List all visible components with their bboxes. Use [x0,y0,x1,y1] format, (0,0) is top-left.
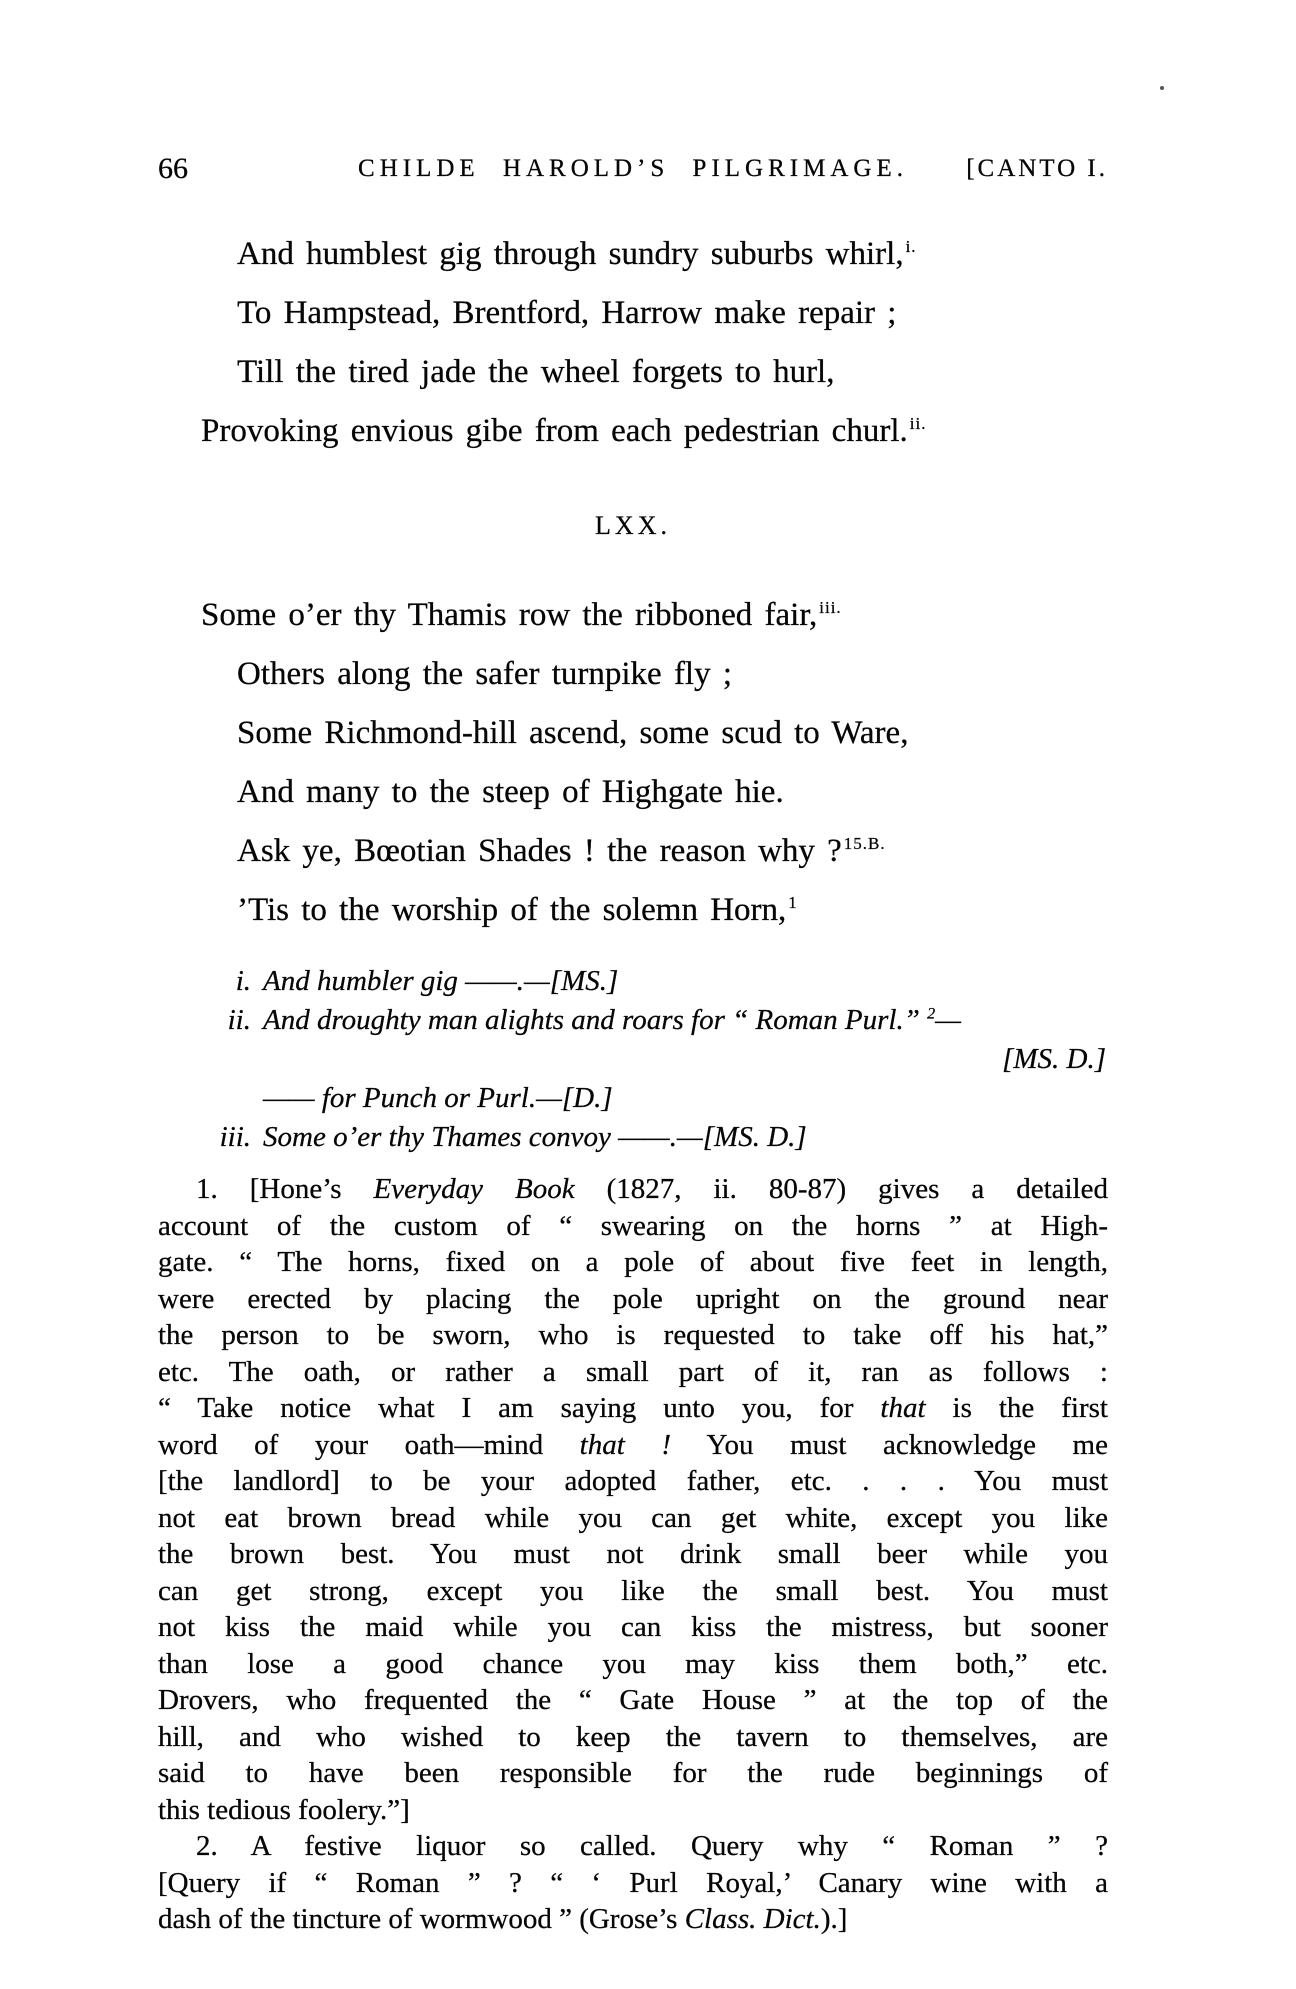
variant-text: Some o’er thy Thames convoy ——.—[MS. D.] [263,1121,807,1153]
footnote-text: “ Take notice what I am saying unto you, for [158,1392,881,1424]
footnote-line [158,1865,1108,1902]
poem-line-text: ’Tis to the worship of the solemn Horn, [237,892,787,928]
footnote-text: said to have been responsible for the rude beginnings of [158,1757,1108,1789]
footnote-text: this tedious foolery.”] [158,1793,410,1826]
footnote-text: were erected by placing the pole upright on the ground near [158,1282,1108,1315]
footnote-marker: 2 [927,1005,936,1023]
poem-line [158,704,1108,763]
footnote-line [158,1427,1108,1464]
italic-text: that [880,1392,926,1424]
footnote-text: Drovers, who frequented the “ Gate House ” at the top of the [158,1684,1108,1716]
poem-line [158,225,1108,284]
footnote-text: not kiss the maid while you can kiss the mistress, but sooner [158,1611,1108,1643]
footnote-line [158,1719,1108,1756]
poem-line [158,645,1108,704]
footnote-text: than lose a good chance you may kiss them both,” etc. [158,1647,1108,1680]
variant-text: And humbler gig ——.—[MS.] [263,965,619,997]
footnote-line [158,1281,1108,1318]
poem-line-text: Ask ye, Bœotian Shades ! the reason why ? [237,833,842,869]
variant-note-ii-alt: —— for Punch or Purl.—[D.] [263,1082,613,1114]
footnote-line [158,1208,1108,1245]
footnote-line [158,1536,1108,1573]
footnote-text: (1827, ii. 80-87) gives a detailed [574,1173,1108,1205]
footnote-text: etc. The oath, or rather a small part of it, ran as follows : [158,1355,1108,1388]
variant-label: ii. [227,1004,251,1036]
poem-line [158,763,1108,822]
footnote-marker: 15.B. [843,834,886,853]
stanza-number: LXX. [595,511,671,540]
poem-line-text: To Hampstead, Brentford, Harrow make repair ; [237,295,897,331]
variant-source: [MS. D.] [1002,1043,1106,1075]
italic-text: that ! [579,1428,671,1461]
footnote-line [158,1646,1108,1683]
footnote-text: can get strong, except you like the small best. You must [158,1574,1108,1607]
poem-line [158,284,1108,343]
poem-line-text: Others along the safer turnpike fly ; [237,656,733,692]
footnote-line [158,1171,1108,1208]
footnote-line [158,1354,1108,1391]
footnote-text: the brown best. You must not drink small beer while you [158,1538,1108,1570]
footnote-marker: ii. [909,414,927,433]
footnote-line [158,1573,1108,1610]
footnote-line [158,1244,1108,1281]
footnote-line [158,1500,1108,1537]
variant-notes [158,962,1108,1157]
poem-line [158,586,1108,645]
poem-stanza-end [158,225,1108,461]
variant-label: i. [235,965,251,997]
poem-line-text: And humblest gig through sundry suburbs whirl, [237,236,904,272]
variant-text-main: And droughty man alights and roars for “ Roman Purl.” [263,1004,928,1036]
poem-line-text: Till the tired jade the wheel forgets to hurl, [237,354,835,390]
footnote-text: [Query if “ Roman ” ? “ ‘ Purl Royal,’ Canary wine with a [158,1866,1108,1899]
footnote-text: account of the custom of “ swearing on the horns ” at High- [158,1209,1108,1242]
variant-text-dash: — [935,1004,961,1036]
poem-line-text: Some Richmond-hill ascend, some scud to Ware, [237,715,909,751]
footnote-line [158,1609,1108,1646]
footnote-line [158,1828,1108,1865]
footnote-text: ).] [820,1903,848,1935]
footnote-text: [the landlord] to be your adopted father, etc. . . . You must [158,1465,1108,1497]
running-title: CHILDE HAROLD’S PILGRIMAGE. [358,155,908,182]
footnote-text: not eat brown bread while you can get white, except you like [158,1501,1108,1534]
poem-line [158,402,1108,461]
footnote-text: gate. “ The horns, fixed on a pole of about five feet in length, [158,1246,1108,1278]
page-content [158,225,1108,1938]
footnote-text: dash of the tincture of wormwood ” (Grose’s [158,1903,685,1935]
variant-text [263,1001,1108,1040]
footnote-text: hill, and who wished to keep the tavern to themselves, are [158,1720,1108,1753]
footnote-line [158,1755,1108,1792]
variant-note-i [158,962,1108,1001]
footnotes [158,1171,1108,1938]
footnote-line [158,1682,1108,1719]
variant-label: iii. [219,1121,251,1153]
footnote-text: 1. [Hone’s [196,1173,374,1205]
page-header [158,152,1108,186]
footnote-line [158,1463,1108,1500]
footnote-marker: 1 [788,893,798,912]
variant-note-ii [158,1001,1108,1040]
poem-line [158,343,1108,402]
footnote-text: word of your oath—mind [158,1428,580,1461]
footnote-line [158,1390,1108,1427]
footnote-2 [158,1828,1108,1938]
poem-line-text: Some o’er thy Thamis row the ribboned fair, [201,597,818,633]
footnote-text: is the first [925,1392,1108,1424]
footnote-line [158,1901,1108,1938]
footnote-text: You must acknowledge me [671,1428,1108,1461]
italic-text: Everyday Book [373,1173,575,1205]
footnote-line [158,1317,1108,1354]
poem-line-text: And many to the steep of Highgate hie. [237,774,784,810]
poem-line-text: Provoking envious gibe from each pedestrian churl. [201,413,908,449]
footnote-marker: i. [905,237,917,256]
italic-text: Class. Dict. [684,1903,821,1935]
footnote-marker: iii. [819,598,842,617]
scan-speck [1160,86,1164,90]
footnote-1 [158,1171,1108,1828]
footnote-line [158,1792,1108,1829]
poem-stanza-lxx [158,586,1108,940]
poem-line [158,822,1108,881]
footnote-text: 2. A festive liquor so called. Query why “ Roman ” ? [196,1830,1108,1862]
footnote-text: the person to be sworn, who is requested to take off his hat,” [158,1319,1108,1351]
variant-note-iii [158,1118,1108,1157]
poem-line [158,881,1108,940]
page-number: 66 [158,152,188,185]
canto-label: [CANTO I. [966,155,1108,182]
